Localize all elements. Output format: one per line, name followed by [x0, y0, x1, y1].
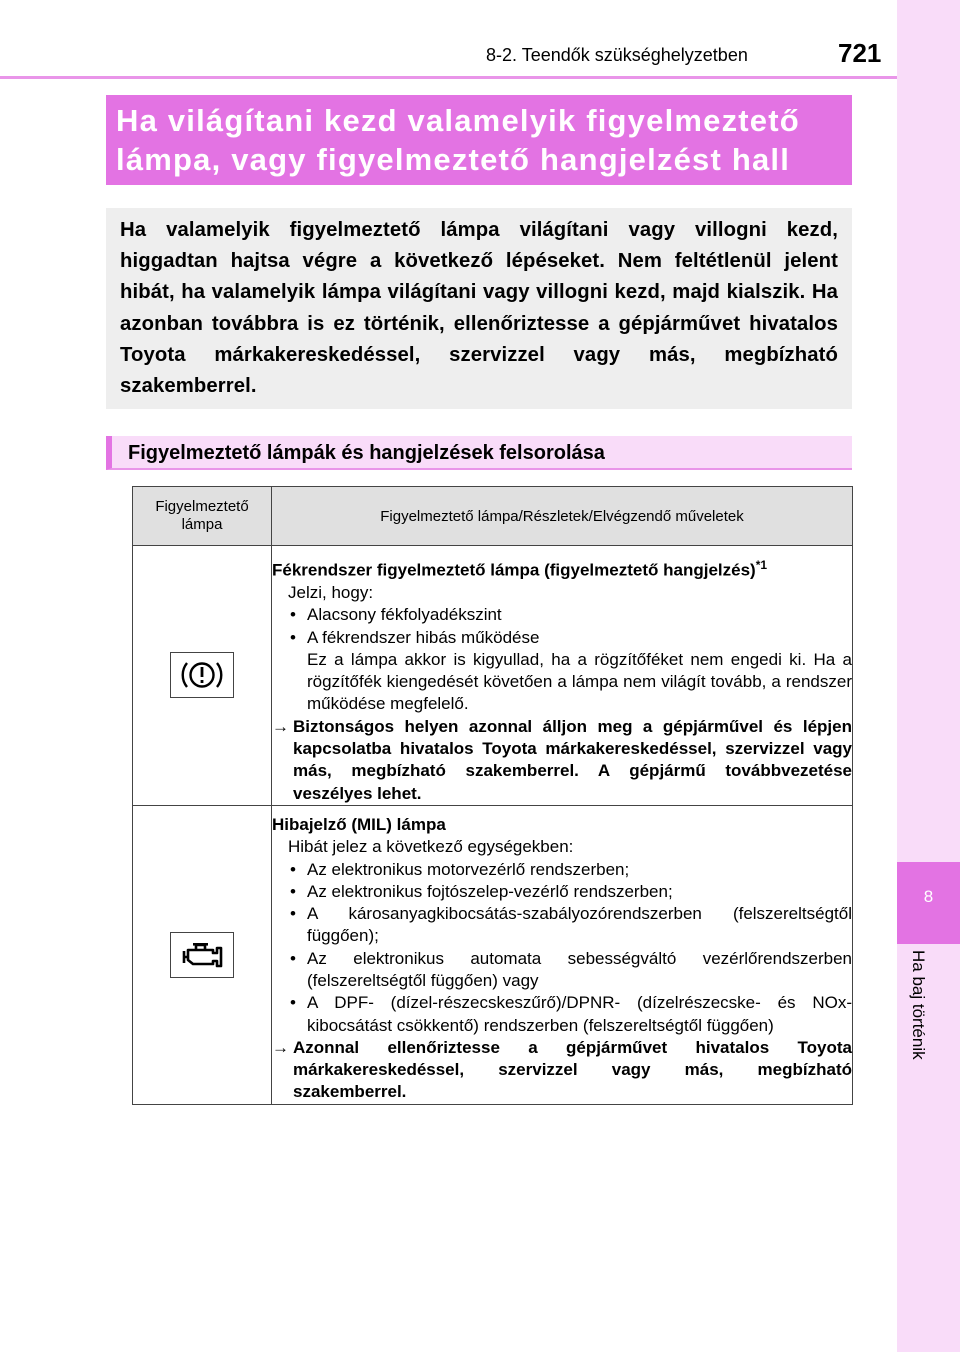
page-title-box: [106, 95, 852, 185]
intro-text: Ha valamelyik figyelmeztető lámpa világítani vagy villogni kezd, higgadtan hajtsa végre a következő lépéseket. Nem feltétlenül jelent hibát, ha valamelyik lámpa világítani vagy villogni kezd, majd kialszik. Ha azonban továbbra is ez történik, ellenőriztesse a gépjárművet hivatalos Toyota márkakereskedéssel, szervizzel vagy más, megbízható szakemberrel.: [120, 219, 838, 398]
list-item: • Az elektronikus automata sebességváltó vezérlőrendszerben (felszereltségtől függően) vagy: [290, 948, 852, 993]
lamp-title-text: Fékrendszer figyelmeztető lámpa (figyelmeztető hangjelzés): [272, 560, 756, 580]
lamp-title: Hibajelző (MIL) lámpa: [272, 814, 446, 834]
row-details: [272, 805, 853, 1104]
intro-box: [106, 208, 852, 409]
lamp-lead: Jelzi, hogy:: [288, 582, 374, 602]
header-divider: [0, 76, 897, 79]
icon-cell: [133, 805, 272, 1104]
list-item: • Alacsony fékfolyadékszint: [290, 604, 852, 626]
subheading: Figyelmeztető lámpák és hangjelzések felsorolása: [128, 442, 605, 464]
footnote-mark: *1: [755, 558, 768, 572]
table-row: [133, 546, 853, 806]
subheading-box: [106, 436, 852, 470]
list-item: • Az elektronikus motorvezérlő rendszerben;: [290, 859, 852, 881]
row-details: [272, 546, 853, 806]
lamp-note: Ez a lámpa akkor is kigyullad, ha a rögzítőféket nem engedi ki. Ha a rögzítőfék kiengedését követően a lámpa nem világít tovább, a rendszer működése megfelelő.: [307, 649, 852, 714]
column-header-lamp: Figyelmeztető lámpa: [133, 487, 272, 546]
lamp-action: [272, 1037, 852, 1104]
table-header-row: [133, 487, 853, 546]
lamp-action-text: Azonnal ellenőriztesse a gépjárművet hivatalos Toyota márkakereskedéssel, szervizzel vagy más, megbízható szakemberrel.: [293, 1037, 852, 1102]
lamp-title: [272, 554, 852, 582]
bullet-list: [272, 604, 852, 649]
table-row: [133, 805, 853, 1104]
arrow-icon: →: [272, 1037, 289, 1057]
lamp-action: [272, 716, 852, 805]
page-title-line-2: lámpa, vagy figyelmeztető hangjelzést hall: [116, 142, 791, 177]
list-item: • Az elektronikus fojtószelep-vezérlő rendszerben;: [290, 881, 852, 903]
page-number: 721: [838, 38, 882, 68]
list-item: • A DPF- (dízel-részecskeszűrő)/DPNR- (dízelrészecske- és NOx-kibocsátást csökkentő) rendszerben (felszereltségtől függően): [290, 992, 852, 1037]
side-bar-bottom: [897, 944, 960, 1352]
page-title-line-1: Ha világítani kezd valamelyik figyelmeztető: [116, 103, 800, 138]
arrow-icon: →: [272, 716, 289, 736]
list-item: • A károsanyagkibocsátás-szabályozórendszerben (felszereltségtől függően);: [290, 903, 852, 948]
chapter-title: Ha baj történik: [909, 950, 928, 1060]
list-item: • A fékrendszer hibás működése: [290, 627, 852, 649]
side-bar-top: [897, 0, 960, 862]
chapter-number: 8: [923, 887, 934, 906]
bullet-list: [272, 859, 852, 1037]
lamp-lead: Hibát jelez a következő egységekben:: [288, 837, 574, 857]
brake-warning-icon: [170, 652, 234, 698]
warning-lamp-table: [132, 486, 853, 1105]
engine-check-icon: [170, 932, 234, 978]
section-title: 8-2. Teendők szükséghelyzetben: [486, 45, 748, 65]
lamp-action-text: Biztonságos helyen azonnal álljon meg a gépjárművel és lépjen kapcsolatba hivatalos Toyota márkakereskedéssel, szervizzel vagy más, megbízható szakemberrel. A gépjármű továbbvezetése veszélyes lehet.: [293, 716, 852, 803]
icon-cell: [133, 546, 272, 806]
column-header-details: Figyelmeztető lámpa/Részletek/Elvégzendő műveletek: [272, 487, 853, 546]
